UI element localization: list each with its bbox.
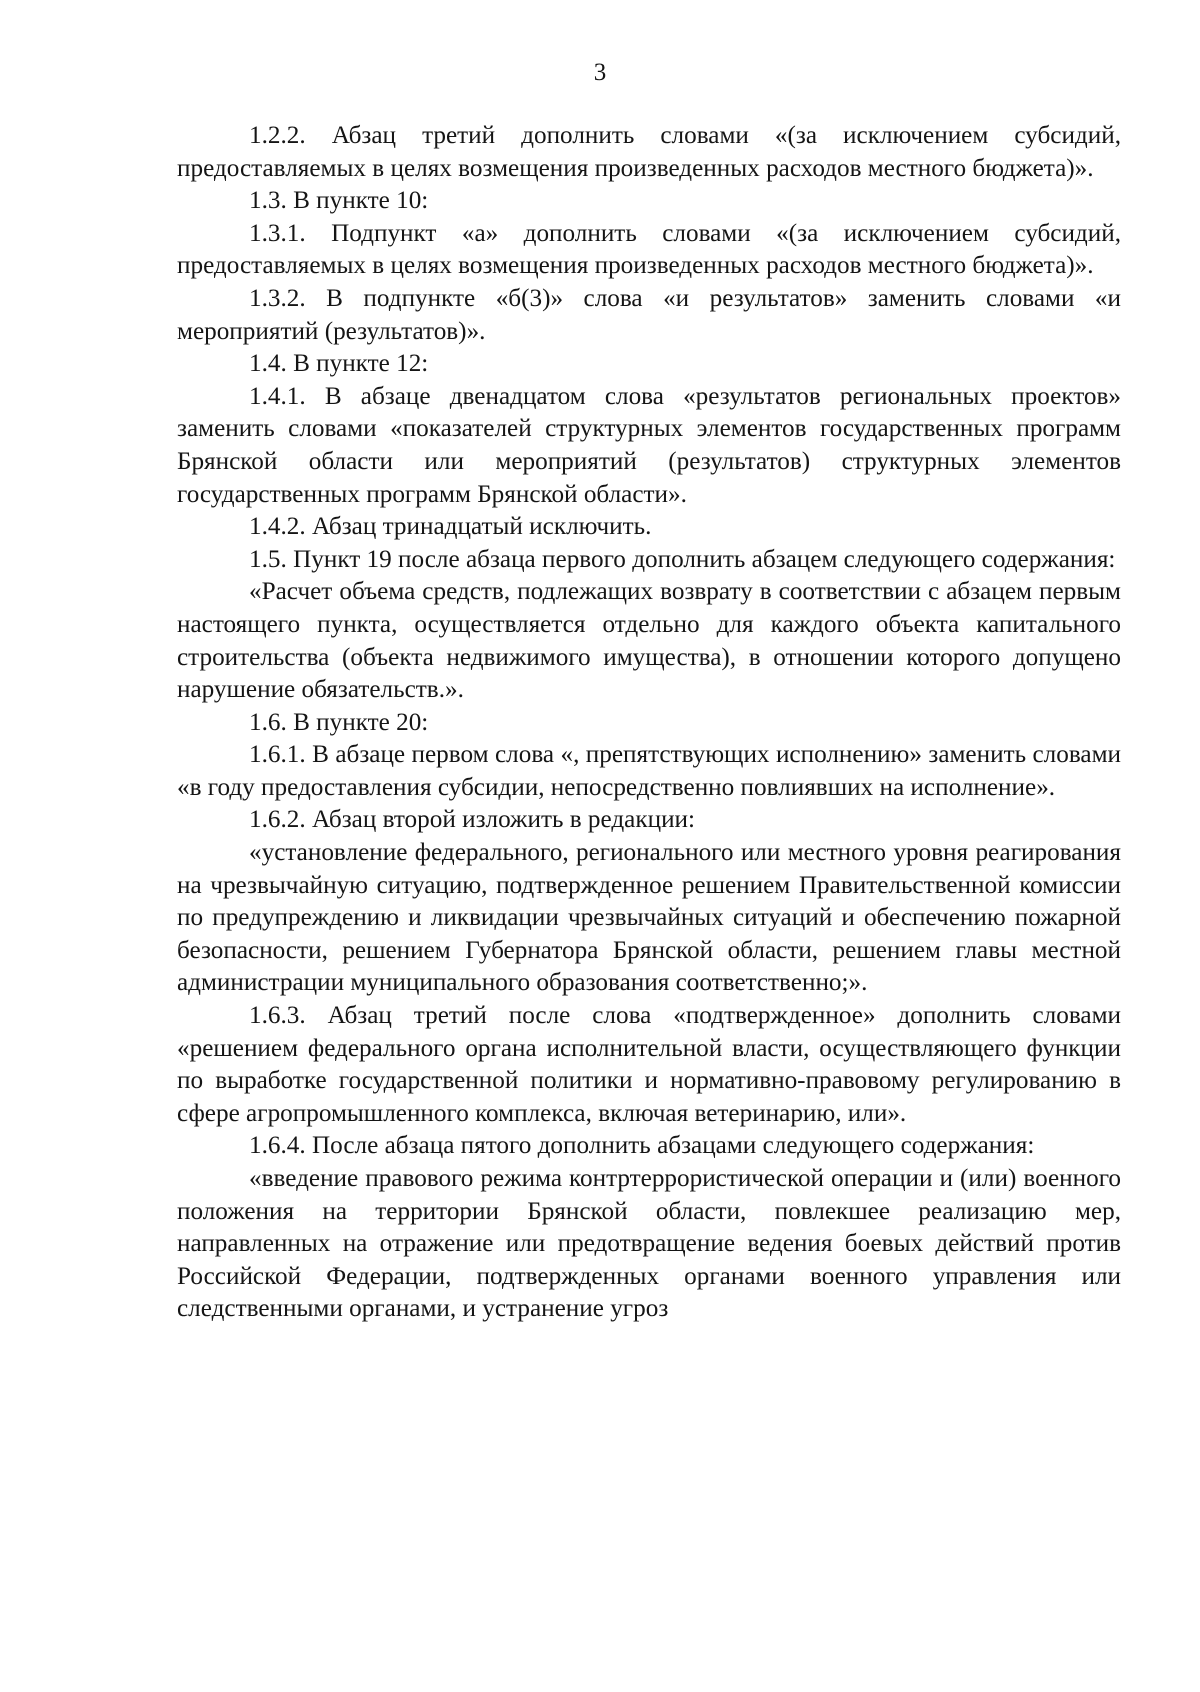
paragraph-1-3-1: 1.3.1. Подпункт «а» дополнить словами «(за исключением субсидий, предоставляемых в целях возмещения произведенных расходов местного бюджета)». — [177, 219, 1121, 280]
paragraph-1-5: 1.5. Пункт 19 после абзаца первого дополнить абзацем следующего содержания: — [249, 545, 1116, 573]
paragraph-1-6-3: 1.6.3. Абзац третий после слова «подтвержденное» дополнить словами «решением федерального органа исполнительной власти, осуществляющего функции по выработке государственной политики и нормативно-правовому регулированию в сфере агропромышленного комплекса, включая ветеринарию, или». — [177, 1002, 1121, 1127]
paragraph-1-6-2-quote: «установление федерального, регионального или местного уровня реагирования на чрезвычайную ситуацию, подтвержденное решением Правительственной комиссии по предупреждению и ликвидации чрезвычайных ситуаций и обеспечению пожарной безопасности, решением Губернатора Брянской области, решением главы местной администрации муниципального образования соответственно;». — [177, 839, 1121, 997]
paragraph-1-3-2: 1.3.2. В подпункте «б(3)» слова «и результатов» заменить словами «и мероприятий (результатов)». — [177, 284, 1121, 345]
page-number: 3 — [593, 59, 607, 86]
paragraph-1-4-2: 1.4.2. Абзац тринадцатый исключить. — [249, 513, 652, 541]
paragraph-1-6: 1.6. В пункте 20: — [249, 708, 429, 736]
paragraph-1-6-1: 1.6.1. В абзаце первом слова «, препятствующих исполнению» заменить словами «в году предоставления субсидии, непосредственно повлиявших на исполнение». — [177, 741, 1121, 801]
paragraph-1-3: 1.3. В пункте 10: — [249, 187, 429, 215]
paragraph-1-4-1: 1.4.1. В абзаце двенадцатом слова «результатов региональных проектов» заменить словами «показателей структурных элементов государственных программ Брянской области или мероприятий (результатов) структурных элементов государственных программ Брянской области». — [177, 382, 1121, 508]
paragraph-1-5-quote: «Расчет объема средств, подлежащих возврату в соответствии с абзацем первым настоящего пункта, осуществляется отдельно для каждого объекта капитального строительства (объекта недвижимого имущества), в отношении которого допущено нарушение обязательств.». — [177, 578, 1121, 704]
paragraph-1-6-4-quote: «введение правового режима контртеррористической операции и (или) военного положения на территории Брянской области, повлекшее реализацию мер, направленных на отражение или предотвращение ведения боевых действий против Российской Федерации, подтвержденных органами военного управления или следственными органами, и устранение угроз — [177, 1165, 1121, 1323]
paragraph-1-6-2: 1.6.2. Абзац второй изложить в редакции: — [249, 806, 696, 834]
document-body — [177, 120, 1121, 1326]
paragraph-1-4: 1.4. В пункте 12: — [249, 350, 429, 378]
paragraph-1-2-2: 1.2.2. Абзац третий дополнить словами «(за исключением субсидий, предоставляемых в целях возмещения произведенных расходов местного бюджета)». — [177, 122, 1121, 182]
paragraph-1-6-4: 1.6.4. После абзаца пятого дополнить абзацами следующего содержания: — [249, 1132, 1035, 1160]
